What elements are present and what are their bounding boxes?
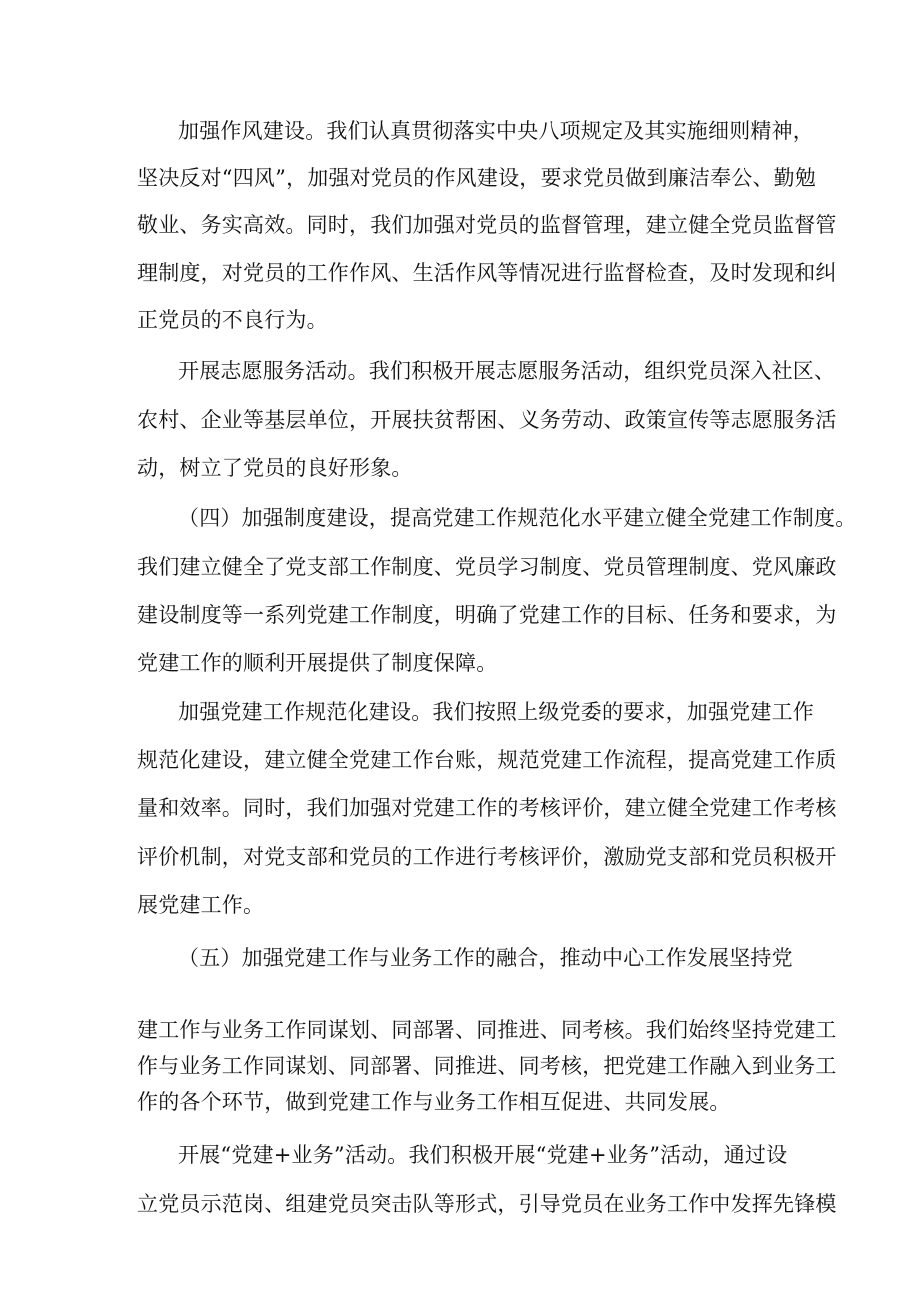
text-line: 加强作风建设。我们认真贯彻落实中央八项规定及其实施细则精神， bbox=[178, 119, 814, 143]
text-line: 坚决反对“四风”，加强对党员的作风建设，要求党员做到廉洁奉公、勤勉 bbox=[137, 166, 817, 190]
text-line: 动，树立了党员的良好形象。 bbox=[137, 456, 413, 480]
text-line: 理制度，对党员的工作作风、生活作风等情况进行监督检查，及时发现和纠 bbox=[137, 261, 837, 285]
text-line: 作与业务工作同谋划、同部署、同推进、同考核，把党建工作融入到业务工 bbox=[137, 1054, 837, 1078]
text-line: 量和效率。同时，我们加强对党建工作的考核评价，建立健全党建工作考核 bbox=[137, 796, 837, 820]
text-line: 加强党建工作规范化建设。我们按照上级党委的要求，加强党建工作 bbox=[178, 700, 814, 724]
text-line: 农村、企业等基层单位，开展扶贫帮困、义务劳动、政策宣传等志愿服务活 bbox=[137, 408, 837, 432]
text-line: 评价机制，对党支部和党员的工作进行考核评价，激励党支部和党员积极开 bbox=[137, 845, 837, 869]
text-line: 规范化建设，建立健全党建工作台账，规范党建工作流程，提高党建工作质 bbox=[137, 748, 837, 772]
text-line: （五）加强党建工作与业务工作的融合，推动中心工作发展坚持党 bbox=[178, 946, 793, 970]
text-line: 敬业、务实高效。同时，我们加强对党员的监督管理，建立健全党员监督管 bbox=[137, 213, 837, 237]
text-line: 建工作与业务工作同谋划、同部署、同推进、同考核。我们始终坚持党建工 bbox=[137, 1018, 837, 1042]
text-line: 开展志愿服务活动。我们积极开展志愿服务活动，组织党员深入社区、 bbox=[178, 359, 836, 383]
text-line: 立党员示范岗、组建党员突击队等形式，引导党员在业务工作中发挥先锋模 bbox=[137, 1192, 837, 1216]
text-line: 建设制度等一系列党建工作制度，明确了党建工作的目标、任务和要求，为 bbox=[137, 603, 837, 627]
text-line: 正党员的不良行为。 bbox=[137, 308, 328, 332]
text-line: 我们建立健全了党支部工作制度、党员学习制度、党员管理制度、党风廉政 bbox=[137, 555, 837, 579]
text-line: 作的各个环节，做到党建工作与业务工作相互促进、共同发展。 bbox=[137, 1090, 731, 1114]
text-line: 展党建工作。 bbox=[137, 893, 265, 917]
text-line: 开展“党建+业务”活动。我们积极开展“党建+业务”活动，通过设 bbox=[178, 1143, 788, 1167]
text-line: （四）加强制度建设，提高党建工作规范化水平建立健全党建工作制度。 bbox=[178, 506, 857, 530]
text-line: 党建工作的顺利开展提供了制度保障。 bbox=[137, 651, 498, 675]
